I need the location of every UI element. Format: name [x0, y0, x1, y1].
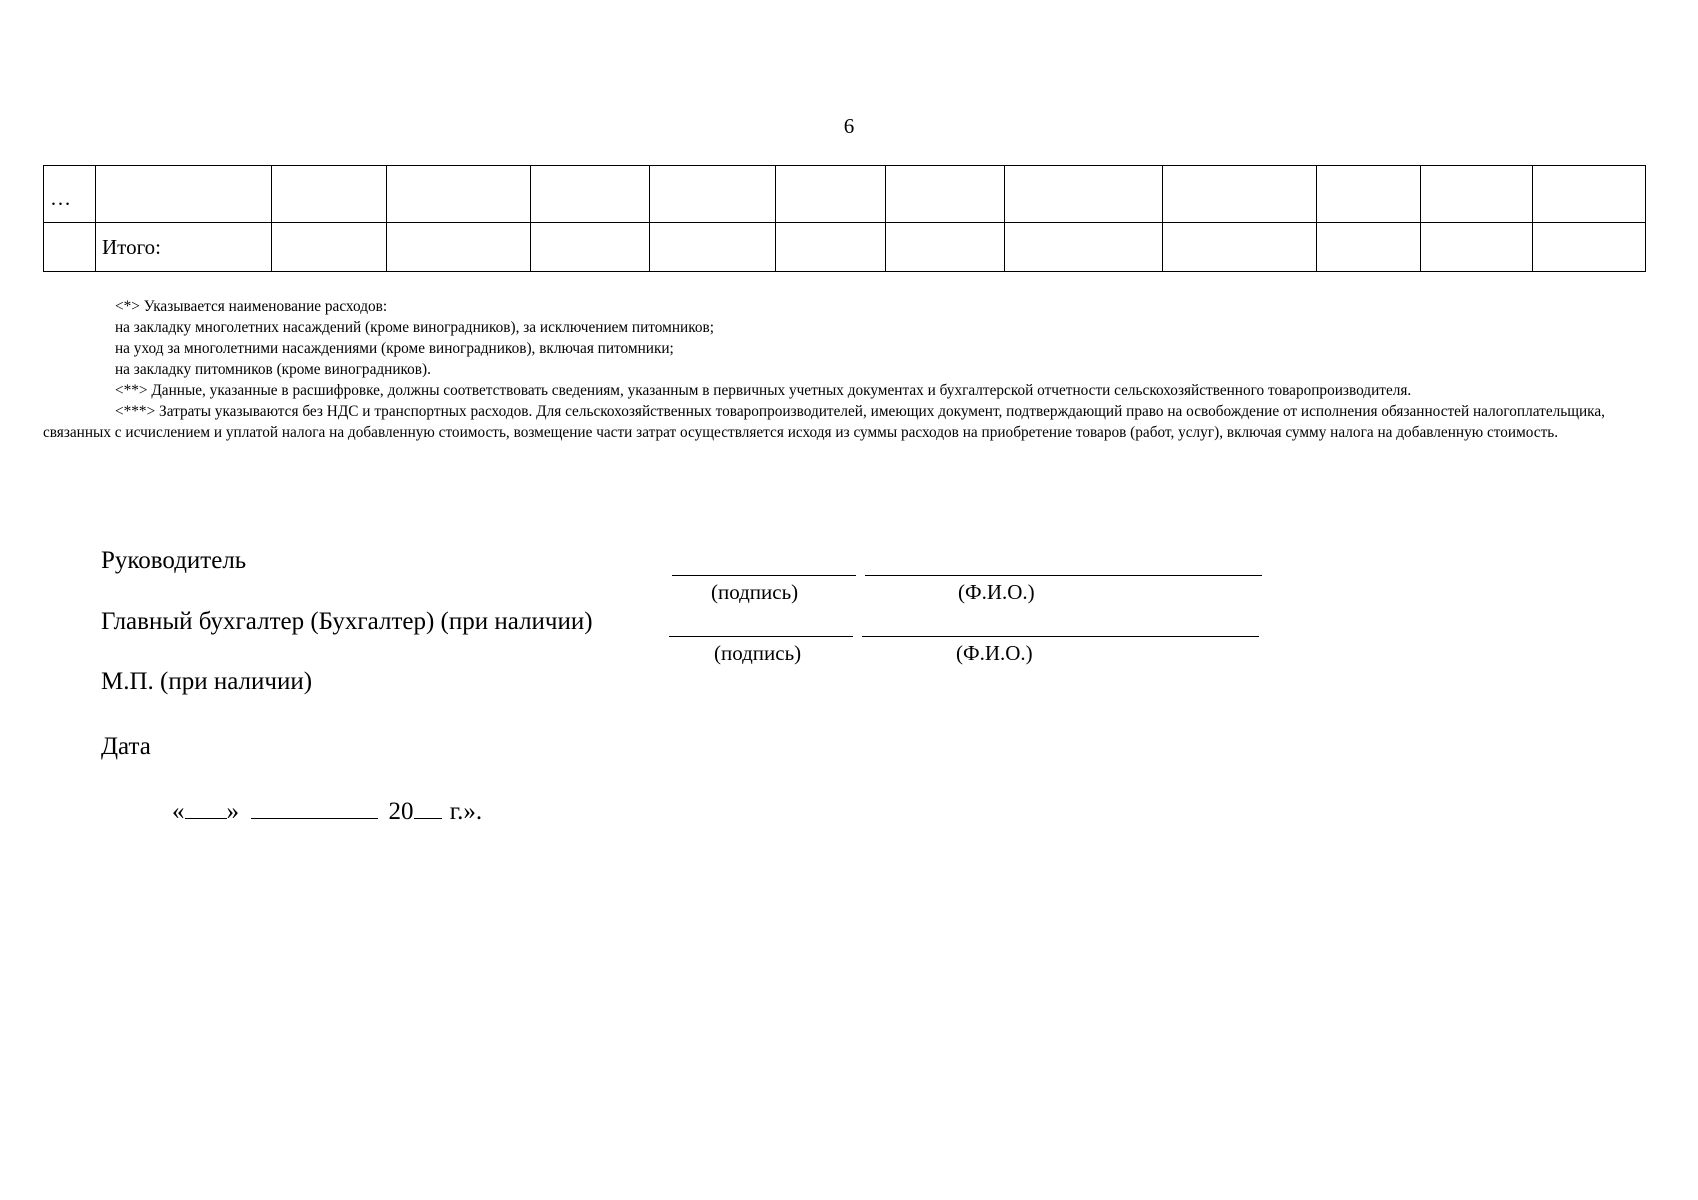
table-cell [886, 223, 1005, 272]
footnote-1-item-1: на закладку многолетних насаждений (кроме виноградников), за исключением питомников; [115, 319, 714, 336]
table-cell [650, 223, 776, 272]
table-cell [1163, 166, 1317, 223]
table-cell [1005, 166, 1163, 223]
accountant-label: Главный бухгалтер (Бухгалтер) (при наличии) [101, 608, 593, 635]
accountant-signature-line[interactable] [669, 636, 853, 637]
table-cell [1163, 223, 1317, 272]
table-cell [387, 223, 531, 272]
table-cell [272, 166, 387, 223]
date-close-quote: » [226, 798, 239, 825]
expenses-table [43, 165, 1646, 272]
table-cell [1317, 166, 1421, 223]
table-cell [1005, 223, 1163, 272]
footnote-3: <***> Затраты указываются без НДС и транспортных расходов. Для сельскохозяйственных товаропроизводителей, имеющих документ, подтверждающий право на освобождение от исполнения обязанностей налогоплательщика, связанных с исчислением и уплатой налога на добавленную стоимость, возмещение части затрат осуществляется исходя из суммы расходов на приобретение товаров (работ, услуг), включая сумму налога на добавленную стоимость. [43, 403, 1605, 441]
table-row [44, 223, 1646, 272]
table-cell [650, 166, 776, 223]
head-name-caption: (Ф.И.О.) [958, 580, 1035, 604]
footnote-2: <**> Данные, указанные в расшифровке, должны соответствовать сведениям, указанным в первичных учетных документах и бухгалтерской отчетности сельскохозяйственного товаропроизводителя. [115, 382, 1412, 399]
table-cell [886, 166, 1005, 223]
table-cell [776, 166, 886, 223]
head-signature-caption: (подпись) [711, 580, 799, 604]
table-cell [531, 223, 650, 272]
head-signature-line[interactable] [672, 575, 856, 576]
accountant-name-line[interactable] [862, 636, 1259, 637]
table-cell [387, 166, 531, 223]
date-field [172, 798, 482, 826]
table-cell [1421, 223, 1533, 272]
table-cell [44, 223, 96, 272]
head-name-line[interactable] [865, 575, 1262, 576]
table-cell [1533, 166, 1646, 223]
table-cell: Итого: [96, 223, 272, 272]
table-row [44, 166, 1646, 223]
table-cell [96, 166, 272, 223]
date-year-blank[interactable] [414, 798, 442, 819]
table-cell [272, 223, 387, 272]
table-cell [1533, 223, 1646, 272]
date-month-blank[interactable] [251, 798, 378, 819]
date-day-blank[interactable] [185, 798, 227, 819]
table-cell: … [44, 166, 96, 223]
date-open-quote: « [172, 798, 185, 825]
footnote-1-item-3: на закладку питомников (кроме виноградников). [115, 361, 431, 378]
page-number: 6 [843, 114, 855, 138]
footnote-1: <*> Указывается наименование расходов: [115, 298, 388, 315]
footnote-1-item-2: на уход за многолетними насаждениями (кроме виноградников), включая питомники; [115, 340, 674, 357]
date-year-prefix: 20 [388, 798, 414, 825]
footnotes [43, 296, 1605, 443]
table-cell [1317, 223, 1421, 272]
date-label: Дата [101, 733, 151, 760]
table-cell [531, 166, 650, 223]
table-cell [1421, 166, 1533, 223]
accountant-name-caption: (Ф.И.О.) [956, 641, 1033, 665]
accountant-signature-caption: (подпись) [714, 641, 802, 665]
head-label: Руководитель [101, 547, 247, 574]
table-cell [776, 223, 886, 272]
date-suffix: г.». [449, 798, 483, 825]
seal-label: М.П. (при наличии) [101, 668, 313, 695]
